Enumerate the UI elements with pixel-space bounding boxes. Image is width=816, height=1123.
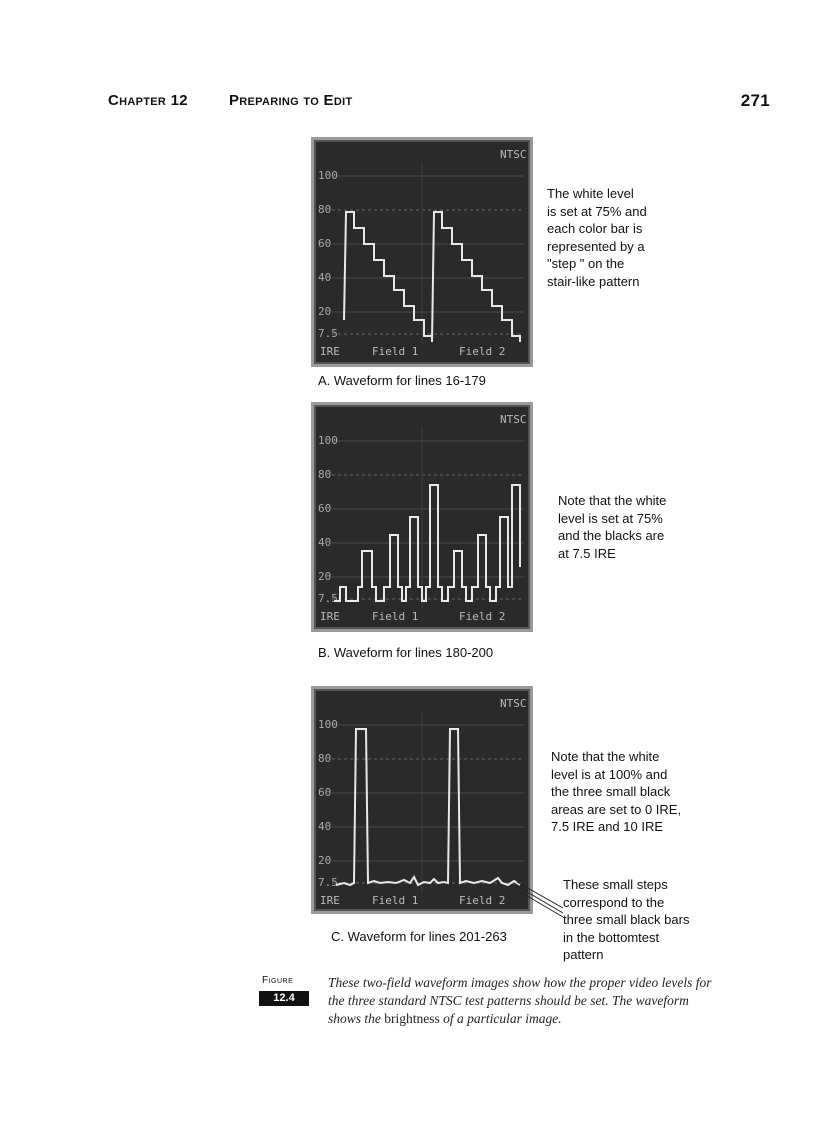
note-line: Note that the white [558,493,667,508]
scope-ire-label: IRE [320,345,340,358]
scope-tick-labels [318,169,338,340]
scope-ire-label: IRE [320,894,340,907]
note-line: level is at 100% and [551,766,668,782]
note-line: each color bar is [547,221,643,236]
note-line: in the bottomtest [563,929,660,945]
note-line: These small steps [563,877,668,892]
tick-80: 80 [318,468,332,481]
note-line: "step " on the [547,256,625,271]
scope-field1-label: Field 1 [372,345,419,358]
tick-20: 20 [318,305,332,318]
tick-80: 80 [318,203,332,216]
page-number: 271 [740,91,770,110]
waveform-panel-b [311,402,533,632]
note-line: correspond to the [563,894,665,910]
scope-field2-label: Field 2 [459,894,506,907]
tick-40: 40 [318,536,332,549]
running-header-title: Preparing to Edit [229,92,353,109]
scope-graticule [332,711,524,893]
note-c [551,748,681,836]
tick-40: 40 [318,271,332,284]
scope-tick-labels [318,718,338,889]
scope-graticule [332,427,524,609]
scope-field2-label: Field 2 [459,610,506,623]
note-line: level is set at 75% [558,510,663,526]
tick-40: 40 [318,820,332,833]
tick-100: 100 [318,169,338,182]
note-line: areas are set to 0 IRE, [551,801,682,817]
waveform-trace-c [336,729,520,885]
scope-graticule [332,162,524,344]
scope-field1-label: Field 1 [372,894,419,907]
note-line: is set at 75% and [547,203,647,219]
caption-a: A. Waveform for lines 16-179 [318,373,486,388]
note-line: three small black bars [563,912,690,927]
note-line: represented by a [547,238,645,254]
waveform-display-b [314,405,530,629]
figure-label: Figure [262,975,294,986]
scope-tick-labels [318,434,338,605]
figure-caption-part3: of a particular image. [439,1011,562,1026]
running-header-chapter: Chapter 12 [108,92,188,109]
note-line: pattern [563,947,604,962]
tick-60: 60 [318,786,332,799]
scope-ire-label: IRE [320,610,340,623]
waveform-trace-a [344,212,520,342]
note-c-steps [563,876,689,964]
note-line: Note that the white [551,749,660,764]
note-line: stair-like pattern [547,273,640,289]
waveform-display-c [314,689,530,911]
tick-100: 100 [318,718,338,731]
figure-caption [328,974,718,1028]
tick-7-5: 7.5 [318,876,338,889]
scope-standard-label: NTSC [500,697,527,710]
figure-number: 12.4 [259,991,309,1006]
tick-7-5: 7.5 [318,327,338,340]
note-line: the three small black [551,784,671,799]
scope-field1-label: Field 1 [372,610,419,623]
note-line: and the blacks are [558,528,665,543]
note-b [558,492,666,562]
tick-80: 80 [318,752,332,765]
note-line: at 7.5 IRE [558,545,616,561]
scope-standard-label: NTSC [500,413,527,426]
waveform-display-a [314,140,530,364]
tick-20: 20 [318,570,332,583]
tick-60: 60 [318,237,332,250]
tick-100: 100 [318,434,338,447]
waveform-panel-a [311,137,533,367]
scope-standard-label: NTSC [500,148,527,161]
note-line: 7.5 IRE and 10 IRE [551,819,664,834]
tick-20: 20 [318,854,332,867]
tick-7-5: 7.5 [318,592,338,605]
waveform-panel-c [311,686,533,914]
caption-b: B. Waveform for lines 180-200 [318,645,494,660]
tick-60: 60 [318,502,332,515]
note-a [547,185,647,290]
figure-caption-emphasis: brightness [384,1011,440,1026]
caption-c: C. Waveform for lines 201-263 [331,929,507,944]
figure-caption-part1: These two-field waveform images show how the proper video levels for the three standard NTSC test patterns should be set. The waveform shows the [328,975,712,1026]
note-line: The white level [547,186,634,201]
scope-field2-label: Field 2 [459,345,506,358]
callout-pointer-lines [515,880,565,920]
